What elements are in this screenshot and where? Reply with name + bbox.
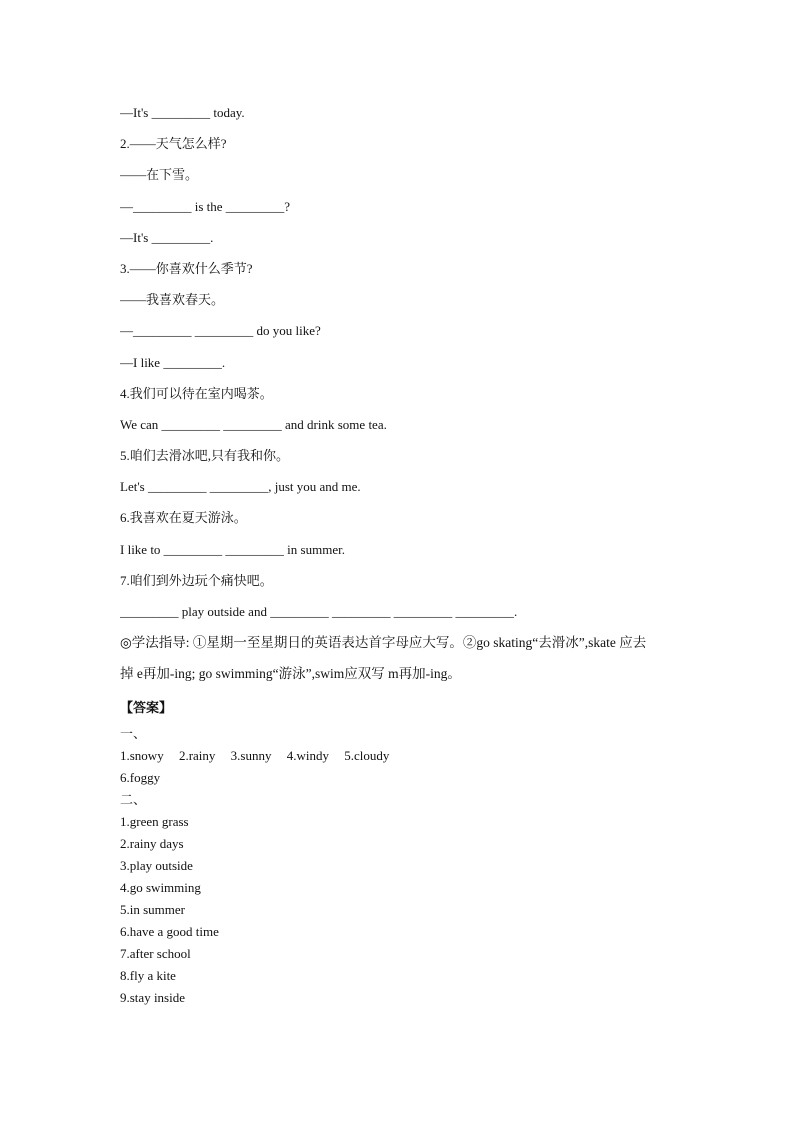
answer-item: 2.rainy days [120, 835, 184, 851]
study-tip [120, 632, 680, 694]
answer-item: 5.in summer [120, 901, 185, 917]
answer-item: 5.cloudy [344, 747, 390, 763]
exercise-line: —_________ is the _________? [120, 198, 291, 214]
exercise-line: —I like _________. [120, 354, 226, 370]
section-one-answers [120, 745, 680, 767]
answer-item: 2.rainy [178, 747, 216, 763]
answer-heading: 【答案】 [120, 699, 173, 715]
answer-item: 4.windy [286, 747, 329, 763]
answer-item: 4.go swimming [120, 879, 201, 895]
exercise-line: ——在下雪。 [120, 167, 199, 183]
answer-item: 3.sunny [230, 747, 272, 763]
exercise-line: 4.我们可以待在室内喝茶。 [120, 385, 273, 401]
exercise-line: 5.咱们去滑冰吧,只有我和你。 [120, 448, 290, 464]
exercise-line: 7.咱们到外边玩个痛快吧。 [120, 572, 273, 588]
exercise-line: ——我喜欢春天。 [120, 292, 225, 308]
exercise-section [120, 102, 680, 632]
study-tip-line: 掉 e再加-ing; go swimming“游泳”,swim应双写 m再加-ing。 [120, 666, 461, 682]
exercise-line: —It's _________ today. [120, 105, 245, 120]
exercise-line: We can _________ _________ and drink some tea. [120, 416, 387, 432]
answer-item: 1.snowy [120, 747, 164, 763]
exercise-line: 3.——你喜欢什么季节? [120, 260, 253, 276]
study-tip-line: ◎学法指导: ①星期一至星期日的英语表达首字母应大写。②go skating“去滑冰”,skate 应去 [120, 635, 647, 651]
exercise-line: 2.——天气怎么样? [120, 136, 227, 152]
exercise-line: 6.我喜欢在夏天游泳。 [120, 510, 247, 526]
exercise-line: I like to _________ _________ in summer. [120, 541, 345, 557]
exercise-line: Let's _________ _________, just you and me. [120, 479, 361, 495]
answer-item: 7.after school [120, 945, 191, 961]
answer-item: 9.stay inside [120, 989, 185, 1005]
exercise-line: —It's _________. [120, 229, 214, 245]
answer-item: 6.foggy [120, 769, 161, 785]
document-page [120, 102, 680, 1009]
exercise-line: —_________ _________ do you like? [120, 323, 321, 339]
exercise-line: _________ play outside and _________ _________ _________ _________. [120, 604, 518, 619]
answer-item: 8.fly a kite [120, 967, 176, 983]
section-one-label: 一、 [120, 725, 147, 741]
answer-section [120, 697, 680, 1009]
answer-item: 1.green grass [120, 813, 189, 829]
section-two-label: 二、 [120, 791, 147, 807]
answer-item: 6.have a good time [120, 923, 219, 939]
answer-item: 3.play outside [120, 857, 193, 873]
